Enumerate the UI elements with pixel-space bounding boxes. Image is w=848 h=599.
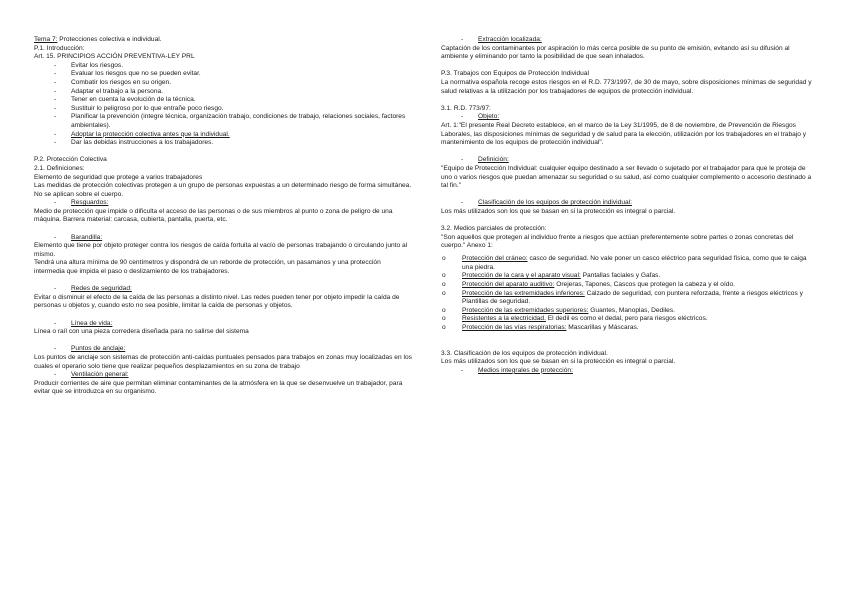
list-item: - Sustituir lo peligroso por lo que entrañe poco riesgo. [54, 104, 224, 112]
barandilla-heading: - Barandilla: [54, 233, 103, 241]
principles-list [34, 62, 412, 148]
section-3-2: 3.2. Medios parciales de protección: [441, 225, 547, 233]
list-item: - Evitar los riesgos. [54, 61, 124, 69]
resguardos-text: Medio de protección que impide o dificulta el acceso de las personas o de sus miembros al punto o zona de peligro de una máquina. Barrera material: carcasa, cubierta, pantalla, puerta, etc. [34, 207, 393, 224]
right-column [441, 36, 816, 375]
list-item: - Adoptar la protección colectiva antes que la individual. [54, 130, 230, 138]
list-item: o Resistentes a la electricidad. El dedil es como el dedal, pero para riesgos eléctricos. [442, 315, 708, 323]
objeto-heading: - Objeto: [461, 113, 500, 121]
topic-label: Tema 7: [34, 36, 58, 43]
clasificacion-heading: - Clasificación de los equipos de protección individual: [461, 199, 632, 207]
definicion-text: "Equipo de Protección Individual: cualquier equipo destinado a ser llevado o sujetado por el trabajador para que le proteja de uno o varios riesgos que puedan amenazar su seguridad o su salud, así como cualquier complemento o accesorio destinado a tal fin." [441, 164, 812, 190]
definicion-heading: - Definición: [461, 156, 509, 164]
section-2-1: 2.1. Definiciones: [34, 164, 85, 172]
section-p1: P.1. Introducción: [34, 44, 85, 52]
medios-text: "Son aquellos que protegen al individuo frente a riesgos que actúan preferentemente sobre partes o zonas concretas del cuerpo." Anexo 1: [441, 233, 794, 250]
list-item: o Protección del aparato auditivo: Orejeras, Tapones, Cascos que protegen la cabeza y el oído. [442, 280, 735, 288]
resguardos-heading: - Resguardos: [54, 199, 109, 207]
list-item: o Protección del cráneo: casco de seguridad. No vale poner un casco eléctrico para seguridad física, como que te caiga una piedra. [442, 255, 807, 271]
definition-1: Elemento de seguridad que protege a varios trabajadores [34, 173, 203, 181]
integrales-heading: - Medios integrales de protección: [461, 366, 573, 374]
topic-title [34, 36, 412, 45]
definition-2: Las medidas de protección colectivas protegen a un grupo de personas expuestas a un determinado riesgo de forma simultánea. No se aplican sobre el cuerpo. [34, 182, 412, 198]
barandilla-text-2: Tendrá una altura mínima de 90 centímetros y dispondrá de un reborde de protección, un pasamanos y una protección intermedia que impida el paso o deslizamiento de los trabajadores. [34, 259, 381, 276]
list-item: - Adaptar el trabajo a la persona. [54, 87, 164, 95]
section-p3: P.3. Trabajos con Equipos de Protección Individual [441, 70, 589, 78]
section-3-3: 3.3. Clasificación de los equipos de protección individual. [441, 349, 608, 357]
list-item: o Protección de las extremidades superiores: Guantes, Manoplas, Dediles. [442, 306, 675, 314]
redes-text: Evitar o disminuir el efecto de la caída de las personas a distinto nivel. Las redes pueden tener por objeto impedir la caída de personas u objetos y, cuando esto no sea posible, limitar la caída de personas y objetos. [34, 293, 400, 310]
extraccion-heading: - Extracción localizada: [461, 36, 542, 43]
list-item: - Tener en cuenta la evolución de la técnica. [54, 96, 196, 104]
redes-heading: - Redes de seguridad: [54, 285, 132, 293]
p3-text: La normativa española recoge estos riesgos en el R.D. 773/1997, de 30 de mayo, sobre disposiciones mínimas de seguridad y salud relativas a la utilización por los trabajadores de equipos de protección individual. [441, 78, 812, 95]
medios-list [441, 255, 816, 332]
ventilacion-heading: - Ventilación general: [54, 371, 129, 379]
list-item: o Protección de las extremidades inferiores: Calzado de seguridad, con puntera reforzada, frente a riesgos eléctricos y Plantillas de seguridad. [442, 289, 803, 306]
clasificacion-text: Los más utilizados son los que se basan en si la protección es integral o parcial. [441, 207, 676, 215]
puntos-anclaje-text: Los puntos de anclaje son sistemas de protección anti-caídas puntuales pensados para trabajos en zonas muy localizadas en los cuales el operario solo tiene que realizar pequeños desplazamientos en su zona de trabajo [34, 353, 412, 370]
list-item: - Planificar la prevención (integre técnica, organización trabajo, condiciones de trabajo, relaciones sociales, factores ambientales). [54, 113, 406, 129]
linea-vida-heading: - Línea de vida: [54, 319, 113, 327]
barandilla-text-1: Elemento que tiene por objeto proteger contra los riesgos de caída fortuita al vacío de personas trabajando o circulando junto al mismo. [34, 242, 408, 258]
ventilacion-text: Producir corrientes de aire que permitan eliminar contaminantes de la atmósfera en la que se desenvuelve un trabajador, para evitar que se introduzca en su organismo. [34, 379, 403, 396]
article-15-heading: Art. 15. PRINCIPIOS ACCIÓN PREVENTIVA-LEY PRL [34, 53, 195, 61]
objeto-text: Art. 1:"El presente Real Decreto establece, en el marco de la Ley 31/1995, de 8 de noviembre, de Prevención de Riesgos Laborales, las disposiciones mínimas de seguridad y de salud para la elección, utilización por los trabajadores en el trabajo y mantenimiento de los equipos de protección individual". [441, 121, 807, 147]
topic-text: Protecciones colectiva e individual. [57, 36, 162, 43]
list-item: - Dar las debidas instrucciones a los trabajadores. [54, 139, 214, 147]
list-item: - Evaluar los riesgos que no se pueden evitar. [54, 70, 201, 78]
left-column [34, 36, 412, 397]
list-item: - Combatir los riesgos en su origen. [54, 78, 172, 86]
extraccion-text: Captación de los contaminantes por aspiración lo más cerca posible de su punto de emisión, evitando así su difusión al ambiente y eliminando por tanto la posibilidad de que sean inhalados. [441, 44, 790, 61]
section-3-1: 3.1. R.D. 773/97: [441, 104, 491, 112]
section-p2: P.2. Protección Colectiva [34, 156, 107, 164]
puntos-anclaje-heading: - Puntos de anclaje: [54, 345, 126, 353]
clasificacion-3-3-text: Los más utilizados son los que se basan en si la protección es integral o parcial. [441, 358, 676, 366]
list-item: o Protección de la cara y el aparato visual: Pantallas faciales y Gafas. [442, 272, 661, 280]
list-item: o Protección de las vías respiratorias: Mascarillas y Máscaras. [442, 323, 639, 331]
linea-vida-text: Línea o raíl con una pieza corredera diseñada para no salirse del sistema [34, 328, 249, 336]
